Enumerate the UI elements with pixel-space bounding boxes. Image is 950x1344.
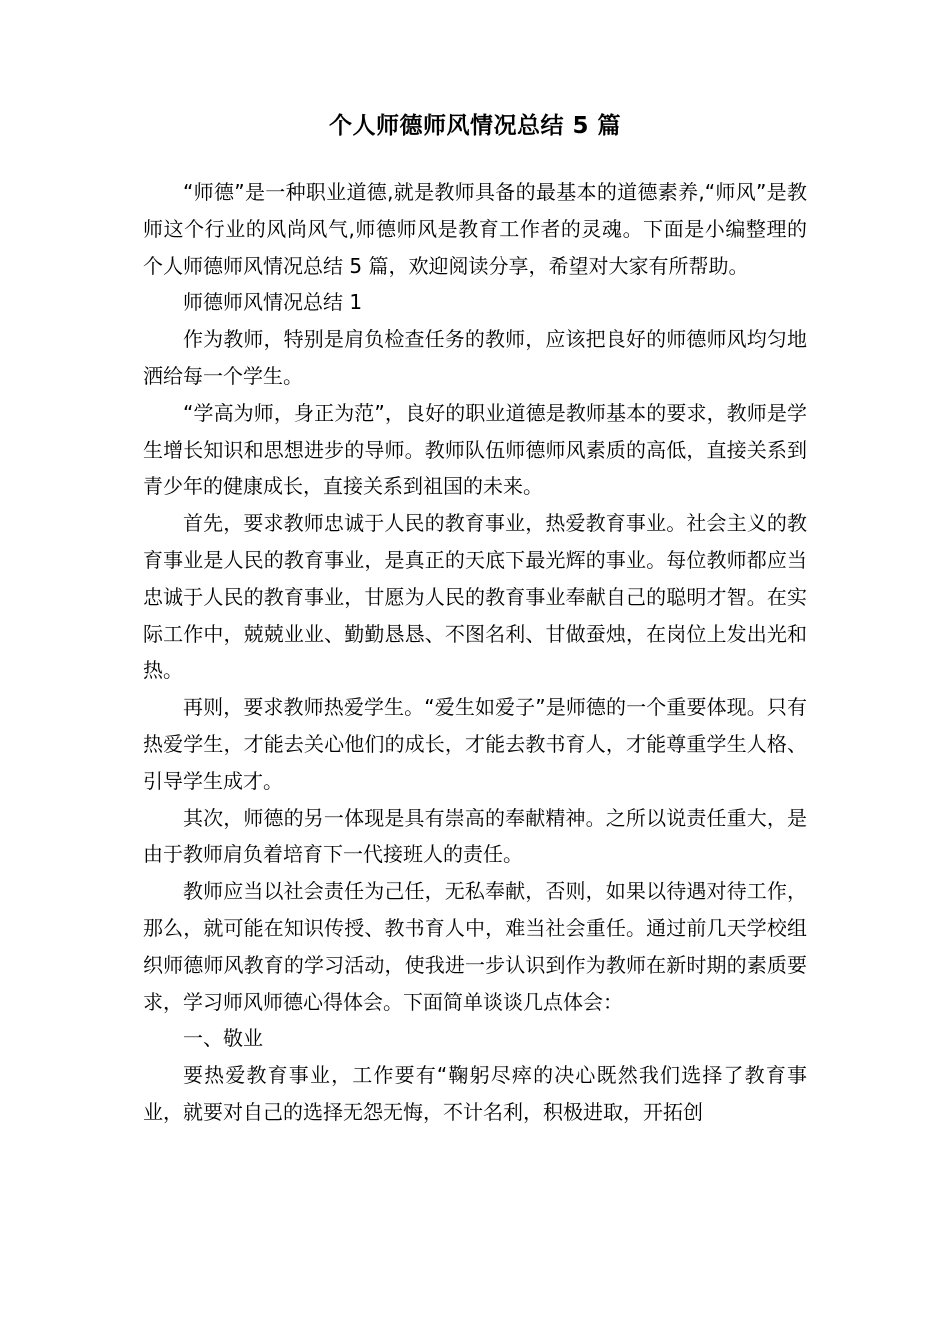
paragraph: 作为教师，特别是肩负检查任务的教师，应该把良好的师德师风均匀地洒给每一个学生。 bbox=[143, 327, 807, 388]
section-heading-summary-1: 师德师风情况总结 1 bbox=[183, 290, 363, 315]
paragraph-intro: “师德”是一种职业道德,就是教师具备的最基本的道德素养,“师风”是教师这个行业的风尚风气,师德师风是教育工作者的灵魂。下面是小编整理的个人师德师风情况总结 5 篇，欢迎阅读分享，希望对大家有所帮助。 bbox=[143, 180, 807, 278]
document-title: 个人师德师风情况总结 5 篇 bbox=[328, 113, 622, 139]
section-heading-dedication: 一、敬业 bbox=[183, 1026, 263, 1051]
paragraph: 再则，要求教师热爱学生。“爱生如爱子”是师德的一个重要体现。只有热爱学生，才能去关心他们的成长，才能去教书育人，才能尊重学生人格、引导学生成才。 bbox=[143, 695, 807, 793]
paragraph: “学高为师，身正为范”，良好的职业道德是教师基本的要求，教师是学生增长知识和思想进步的导师。教师队伍师德师风素质的高低，直接关系到青少年的健康成长，直接关系到祖国的未来。 bbox=[143, 400, 807, 499]
paragraph: 教师应当以社会责任为己任，无私奉献，否则，如果以待遇对待工作，那么，就可能在知识传授、教书育人中，难当社会重任。通过前几天学校组织师德师风教育的学习活动，使我进一步认识到作为教师在新时期的素质要求，学习师风师德心得体会。下面简单谈谈几点体会： bbox=[143, 879, 807, 1014]
paragraph: 其次，师德的另一体现是具有崇高的奉献精神。之所以说责任重大，是由于教师肩负着培育下一代接班人的责任。 bbox=[143, 805, 807, 867]
document-body bbox=[143, 174, 807, 1131]
paragraph: 首先，要求教师忠诚于人民的教育事业，热爱教育事业。社会主义的教育事业是人民的教育事业，是真正的天底下最光辉的事业。每位教师都应当忠诚于人民的教育事业，甘愿为人民的教育事业奉献自己的聪明才智。在实际工作中，兢兢业业、勤勤恳恳、不图名利、甘做蚕烛，在岗位上发出光和热。 bbox=[143, 511, 807, 683]
paragraph: 要热爱教育事业，工作要有“鞠躬尽瘁的决心既然我们选择了教育事业，就要对自己的选择无怨无悔，不计名利，积极进取，开拓创 bbox=[143, 1063, 807, 1124]
